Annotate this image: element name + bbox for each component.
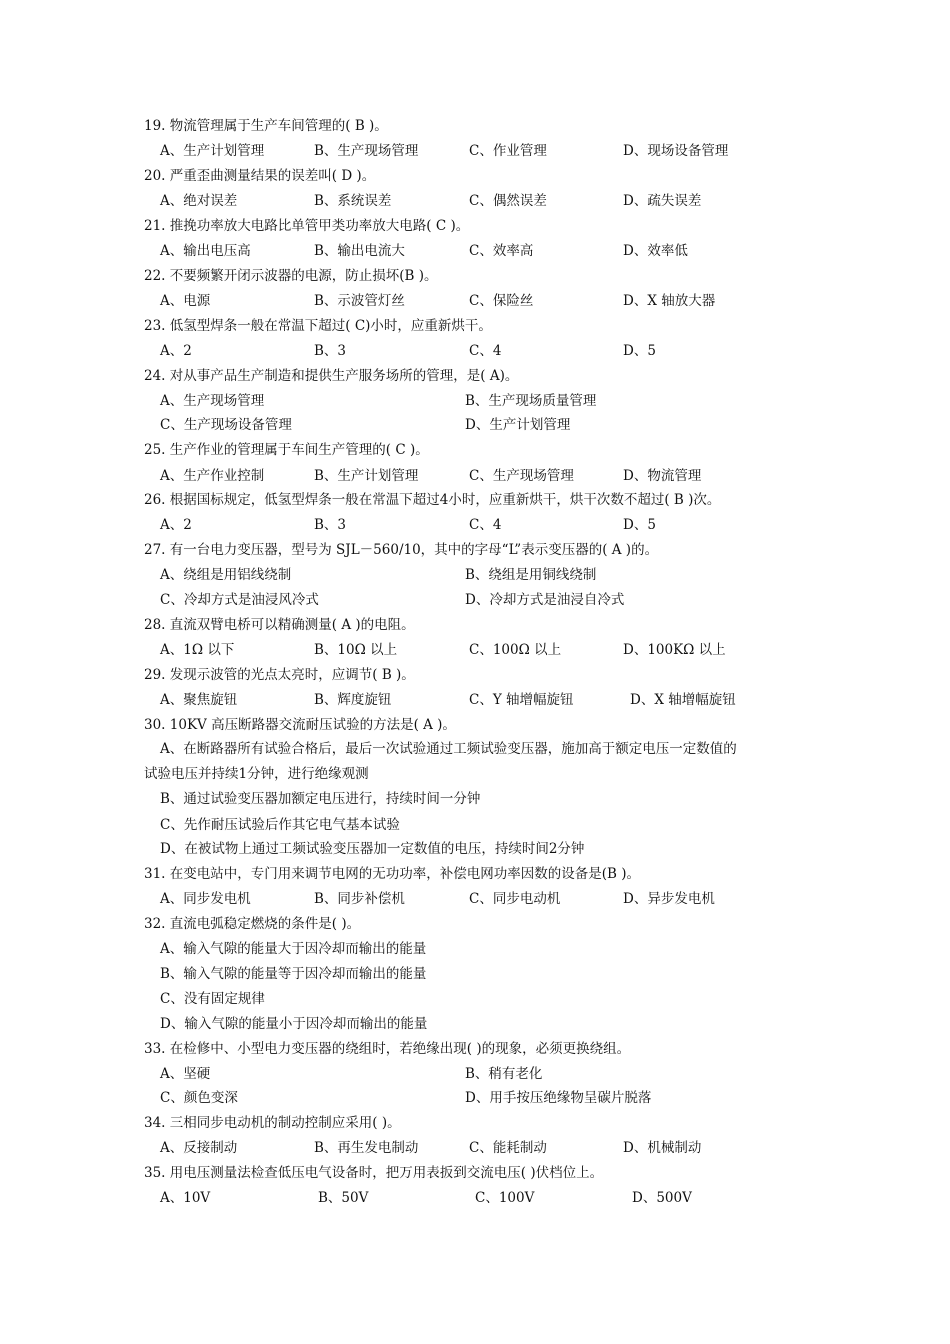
question-stem: 22. 不要频繁开闭示波器的电源，防止损坏(B )。: [144, 268, 438, 284]
option: C、生产现场管理: [469, 468, 574, 484]
option: D、冷却方式是油浸自冷式: [465, 592, 625, 608]
option-continuation: 试验电压并持续1分钟，进行绝缘观测: [144, 766, 369, 782]
option: D、物流管理: [623, 468, 702, 484]
question-stem: 20. 严重歪曲测量结果的误差叫( D )。: [144, 168, 376, 184]
option: C、4: [469, 343, 502, 359]
option: D、5: [623, 517, 656, 533]
question-stem: 34. 三相同步电动机的制动控制应采用( )。: [144, 1115, 401, 1131]
option: A、在断路器所有试验合格后，最后一次试验通过工频试验变压器，施加高于额定电压一定数值的: [160, 741, 737, 757]
option: D、疏失误差: [623, 193, 702, 209]
option: D、效率低: [623, 243, 688, 259]
option: A、生产现场管理: [160, 393, 265, 409]
option: B、3: [314, 517, 347, 533]
option: B、生产现场质量管理: [465, 393, 597, 409]
option: C、没有固定规律: [160, 991, 265, 1007]
option: B、辉度旋钮: [314, 692, 392, 708]
option: C、冷却方式是油浸风冷式: [160, 592, 319, 608]
question-stem: 26. 根据国标规定，低氢型焊条一般在常温下超过4小时，应重新烘干，烘干次数不超过( B )次。: [144, 492, 721, 508]
option: B、50V: [318, 1190, 369, 1206]
question-stem: 29. 发现示波管的光点太亮时，应调节( B )。: [144, 667, 415, 683]
question-stem: 28. 直流双臂电桥可以精确测量( A )的电阻。: [144, 617, 415, 633]
option: D、100KΩ 以上: [623, 642, 726, 658]
option: D、5: [623, 343, 656, 359]
option: D、用手按压绝缘物呈碳片脱落: [465, 1090, 652, 1106]
option: C、先作耐压试验后作其它电气基本试验: [160, 817, 400, 833]
question-stem: 35. 用电压测量法检查低压电气设备时，把万用表扳到交流电压( )伏档位上。: [144, 1165, 604, 1181]
option: B、输出电流大: [314, 243, 405, 259]
question-stem: 25. 生产作业的管理属于车间生产管理的( C )。: [144, 442, 429, 458]
question-stem: 23. 低氢型焊条一般在常温下超过( C)小时，应重新烘干。: [144, 318, 492, 334]
question-stem: 31. 在变电站中，专门用来调节电网的无功功率，补偿电网功率因数的设备是(B )。: [144, 866, 641, 882]
option: D、500V: [632, 1190, 692, 1206]
option: C、作业管理: [469, 143, 547, 159]
question-stem: 21. 推挽功率放大电路比单管甲类功率放大电路( C )。: [144, 218, 470, 234]
option: A、生产作业控制: [160, 468, 265, 484]
option: C、同步电动机: [469, 891, 561, 907]
option: B、同步补偿机: [314, 891, 405, 907]
option: B、3: [314, 343, 347, 359]
option: B、示波管灯丝: [314, 293, 405, 309]
question-stem: 19. 物流管理属于生产车间管理的( B )。: [144, 118, 388, 134]
option: C、偶然误差: [469, 193, 547, 209]
option: A、绕组是用铝线绕制: [160, 567, 292, 583]
option: C、颜色变深: [160, 1090, 238, 1106]
option: A、绝对误差: [160, 193, 238, 209]
option: C、100Ω 以上: [469, 642, 562, 658]
question-stem: 32. 直流电弧稳定燃烧的条件是( )。: [144, 916, 361, 932]
option: A、输出电压高: [160, 243, 251, 259]
option: D、X 轴放大器: [623, 293, 716, 309]
option: B、系统误差: [314, 193, 392, 209]
option: B、生产计划管理: [314, 468, 419, 484]
option: B、绕组是用铜线绕制: [465, 567, 597, 583]
option: A、反接制动: [160, 1140, 238, 1156]
option: C、保险丝: [469, 293, 534, 309]
option: A、1Ω 以下: [160, 642, 235, 658]
option: A、生产计划管理: [160, 143, 265, 159]
option: D、X 轴增幅旋钮: [630, 692, 736, 708]
option: B、生产现场管理: [314, 143, 419, 159]
option: C、效率高: [469, 243, 534, 259]
option: C、100V: [475, 1190, 535, 1206]
option: C、Y 轴增幅旋钮: [469, 692, 574, 708]
option: D、生产计划管理: [465, 417, 571, 433]
question-stem: 33. 在检修中、小型电力变压器的绕组时，若绝缘出现( )的现象，必须更换绕组。: [144, 1041, 631, 1057]
option: A、2: [160, 517, 192, 533]
option: C、能耗制动: [469, 1140, 547, 1156]
option: B、10Ω 以上: [314, 642, 398, 658]
question-stem: 24. 对从事产品生产制造和提供生产服务场所的管理，是( A)。: [144, 368, 519, 384]
option: D、异步发电机: [623, 891, 715, 907]
option: D、输入气隙的能量小于因冷却而输出的能量: [160, 1016, 428, 1032]
option: A、输入气隙的能量大于因冷却而输出的能量: [160, 941, 427, 957]
option: B、再生发电制动: [314, 1140, 419, 1156]
option: A、坚硬: [160, 1066, 211, 1082]
question-stem: 27. 有一台电力变压器，型号为 SJL－560/10，其中的字母“L”表示变压器的( A )的。: [144, 542, 659, 558]
option: D、机械制动: [623, 1140, 702, 1156]
question-stem: 30. 10KV 高压断路器交流耐压试验的方法是( A )。: [144, 717, 456, 733]
option: C、生产现场设备管理: [160, 417, 292, 433]
option: A、2: [160, 343, 192, 359]
option: D、在被试物上通过工频试验变压器加一定数值的电压，持续时间2分钟: [160, 841, 585, 857]
option: D、现场设备管理: [623, 143, 729, 159]
option: B、通过试验变压器加额定电压进行，持续时间一分钟: [160, 791, 481, 807]
option: A、聚焦旋钮: [160, 692, 238, 708]
option: C、4: [469, 517, 502, 533]
option: B、稍有老化: [465, 1066, 543, 1082]
option: B、输入气隙的能量等于因冷却而输出的能量: [160, 966, 427, 982]
option: A、10V: [160, 1190, 211, 1206]
option: A、同步发电机: [160, 891, 251, 907]
option: A、电源: [160, 293, 211, 309]
